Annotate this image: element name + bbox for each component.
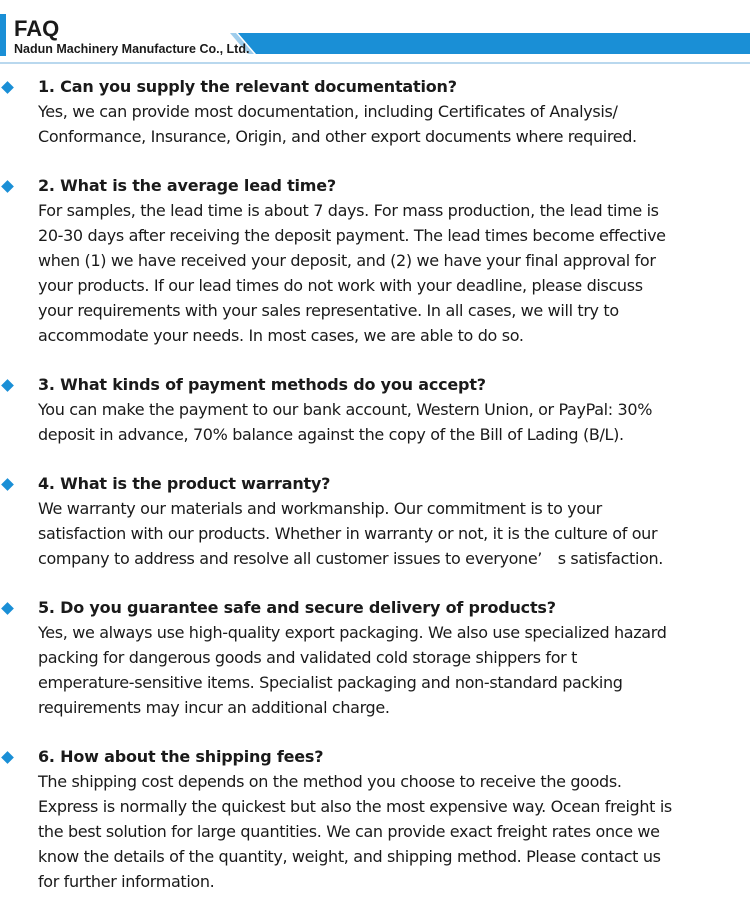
page-title: FAQ xyxy=(14,16,60,41)
faq-question: 4. What is the product warranty? xyxy=(38,474,331,493)
faq-question: 2. What is the average lead time? xyxy=(38,176,337,195)
faq-header xyxy=(0,0,750,66)
faq-question: 6. How about the shipping fees? xyxy=(38,747,324,766)
diamond-bullet-icon xyxy=(1,379,14,392)
faq-question: 5. Do you guarantee safe and secure delivery of products? xyxy=(38,598,556,617)
faq-item-warranty xyxy=(0,471,750,571)
faq-question: 1. Can you supply the relevant documentation? xyxy=(38,77,457,96)
faq-answer: For samples, the lead time is about 7 days. For mass production, the lead time is 20-30 days after receiving the deposit payment. The lead times become effective when (1) we have received your deposit, and (2) we have your final approval for your products. If our lead times do not work with your deadline, please discuss your requirements with your sales representative. In all cases, we will try to accommodate your needs. In most cases, we are able to do so. xyxy=(38,201,666,345)
diamond-bullet-icon xyxy=(1,478,14,491)
faq-list xyxy=(0,74,750,918)
company-name: Nadun Machinery Manufacture Co., Ltd. xyxy=(14,42,250,56)
diamond-bullet-icon xyxy=(1,180,14,193)
faq-question: 3. What kinds of payment methods do you accept? xyxy=(38,375,486,394)
faq-answer: You can make the payment to our bank account, Western Union, or PayPal: 30% deposit in advance, 70% balance against the copy of the Bill of Lading (B/L). xyxy=(38,400,653,444)
faq-answer: Yes, we always use high-quality export packaging. We also use specialized hazard packing for dangerous goods and validated cold storage shippers for t emperature-sensitive items. Specialist packaging and non-standard packing requirements may incur an additional charge. xyxy=(38,623,667,717)
header-stripe xyxy=(0,0,750,66)
faq-answer: Yes, we can provide most documentation, including Certificates of Analysis/ Conformance, Insurance, Origin, and other export documents where required. xyxy=(38,102,637,146)
diamond-bullet-icon xyxy=(1,81,14,94)
faq-item-shipping-fees xyxy=(0,744,750,894)
faq-answer: We warranty our materials and workmanship. Our commitment is to your satisfaction with our products. Whether in warranty or not, it is the culture of our company to address and resolve all customer issues to everyone’ s satisfaction. xyxy=(38,499,664,568)
diamond-bullet-icon xyxy=(1,602,14,615)
diamond-bullet-icon xyxy=(1,751,14,764)
faq-item-payment-methods xyxy=(0,372,750,447)
faq-item-delivery xyxy=(0,595,750,720)
faq-answer: The shipping cost depends on the method you choose to receive the goods. Express is normally the quickest but also the most expensive way. Ocean freight is the best solution for large quantities. We can provide exact freight rates once we know the details of the quantity, weight, and shipping method. Please contact us for further information. xyxy=(38,772,672,891)
header-accent-bar xyxy=(0,14,6,56)
faq-item-lead-time xyxy=(0,173,750,348)
faq-item-documentation xyxy=(0,74,750,149)
